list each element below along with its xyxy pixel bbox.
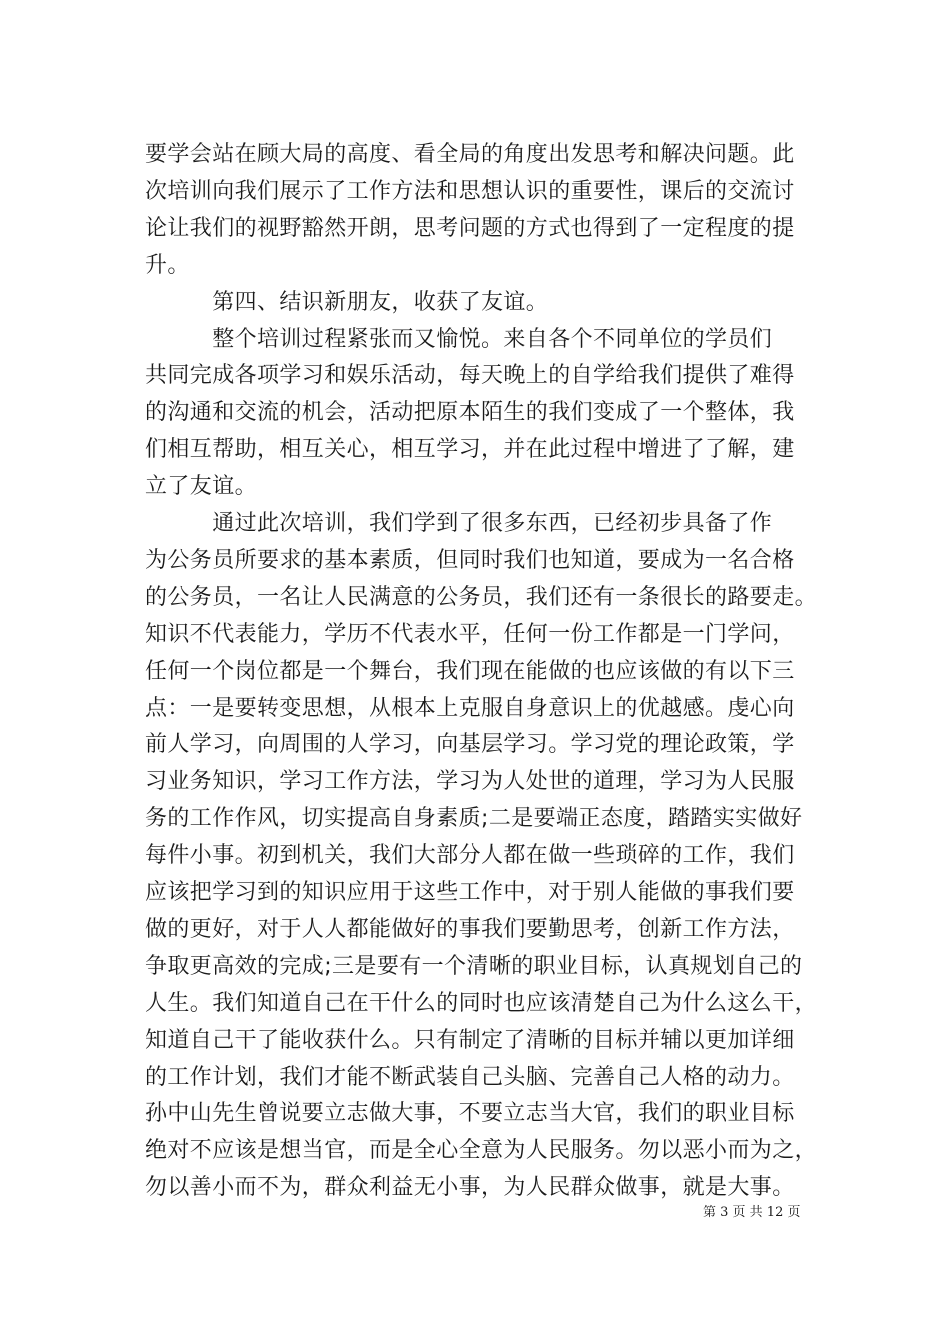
text-line: 的公务员，一名让人民满意的公务员，我们还有一条很长的路要走。 (145, 585, 818, 610)
text-line: 的工作计划，我们才能不断武装自己头脑、完善自己人格的动力。 (145, 1065, 795, 1090)
text-line: 点：一是要转变思想，从根本上克服自身意识上的优越感。虔心向 (145, 696, 795, 721)
text-line: 任何一个岗位都是一个舞台，我们现在能做的也应该做的有以下三 (145, 659, 795, 684)
text-line: 升。 (145, 253, 190, 278)
text-line: 人生。我们知道自己在干什么的同时也应该清楚自己为什么这么干， (145, 991, 818, 1016)
text-line: 前人学习，向周围的人学习，向基层学习。学习党的理论政策，学 (145, 732, 795, 757)
text-line: 通过此次培训，我们学到了很多东西，已经初步具备了作 (145, 511, 773, 536)
text-line: 做的更好，对于人人都能做好的事我们要勤思考，创新工作方法， (145, 917, 795, 942)
text-line: 次培训向我们展示了工作方法和思想认识的重要性，课后的交流讨 (145, 179, 795, 204)
text-line: 知识不代表能力，学历不代表水平，任何一份工作都是一门学问， (145, 622, 795, 647)
text-line: 的沟通和交流的机会，活动把原本陌生的我们变成了一个整体，我 (145, 400, 795, 425)
text-line: 要学会站在顾大局的高度、看全局的角度出发思考和解决问题。此 (145, 142, 795, 167)
text-line: 每件小事。初到机关，我们大部分人都在做一些琐碎的工作，我们 (145, 843, 795, 868)
text-line: 第四、结识新朋友，收获了友谊。 (145, 290, 549, 315)
text-line: 论让我们的视野豁然开朗，思考问题的方式也得到了一定程度的提 (145, 216, 795, 241)
text-line: 勿以善小而不为，群众利益无小事，为人民群众做事，就是大事。 (145, 1175, 795, 1200)
text-line: 争取更高效的完成;三是要有一个清晰的职业目标，认真规划自己的 (145, 954, 803, 979)
text-line: 共同完成各项学习和娱乐活动，每天晚上的自学给我们提供了难得 (145, 363, 795, 388)
text-line: 们相互帮助，相互关心，相互学习，并在此过程中增进了了解，建 (145, 437, 795, 462)
text-line: 整个培训过程紧张而又愉悦。来自各个不同单位的学员们 (145, 327, 773, 352)
page-footer: 第 3 页 共 12 页 (703, 1205, 801, 1220)
text-line: 为公务员所要求的基本素质，但同时我们也知道，要成为一名合格 (145, 548, 795, 573)
text-line: 孙中山先生曾说要立志做大事，不要立志当大官，我们的职业目标 (145, 1101, 795, 1126)
text-line: 立了友谊。 (145, 474, 258, 499)
text-line: 务的工作作风，切实提高自身素质;二是要端正态度，踏踏实实做好 (145, 806, 803, 831)
text-line: 绝对不应该是想当官，而是全心全意为人民服务。勿以恶小而为之， (145, 1138, 818, 1163)
text-line: 习业务知识，学习工作方法，学习为人处世的道理，学习为人民服 (145, 769, 795, 794)
text-line: 应该把学习到的知识应用于这些工作中，对于别人能做的事我们要 (145, 880, 795, 905)
text-line: 知道自己干了能收获什么。只有制定了清晰的目标并辅以更加详细 (145, 1028, 795, 1053)
